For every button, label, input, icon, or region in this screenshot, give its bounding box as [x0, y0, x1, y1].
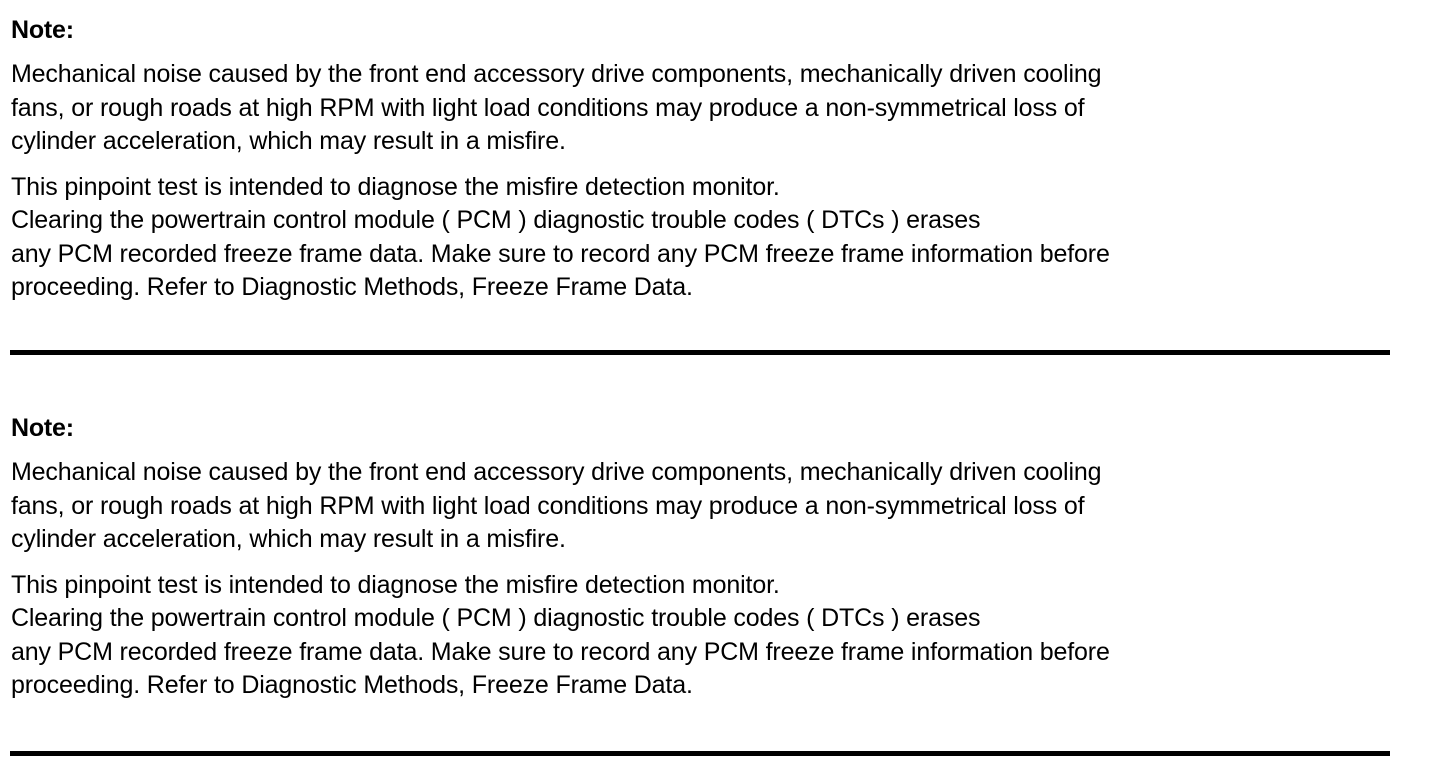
note-paragraph-pinpoint: [11, 171, 1411, 305]
paragraph-spacer: [11, 557, 1411, 569]
note-paragraph-noise: [11, 456, 1411, 557]
horizontal-divider: [10, 751, 1390, 756]
paragraph-line: This pinpoint test is intended to diagnose the misfire detection monitor.: [11, 570, 780, 599]
note-paragraph-pinpoint: [11, 569, 1411, 703]
paragraph-line: This pinpoint test is intended to diagnose the misfire detection monitor.: [11, 172, 780, 201]
paragraph-spacer: [11, 159, 1411, 171]
note-heading: Note:: [11, 414, 74, 442]
paragraph-line: fans, or rough roads at high RPM with light load conditions may produce a non-symmetrical loss of: [11, 491, 1085, 520]
paragraph-line: cylinder acceleration, which may result in a misfire.: [11, 127, 566, 155]
paragraph-line: Mechanical noise caused by the front end accessory drive components, mechanically driven cooling: [11, 458, 1102, 486]
note-section-1: [11, 14, 1411, 305]
paragraph-line: any PCM recorded freeze frame data. Make sure to record any PCM freeze frame information before: [11, 239, 1110, 268]
note-paragraph-noise: [11, 58, 1411, 159]
paragraph-line: Clearing the powertrain control module ( PCM ) diagnostic trouble codes ( DTCs ) erases: [11, 604, 981, 632]
paragraph-line: proceeding. Refer to Diagnostic Methods, Freeze Frame Data.: [11, 273, 693, 301]
paragraph-line: fans, or rough roads at high RPM with light load conditions may produce a non-symmetrical loss of: [11, 93, 1085, 122]
horizontal-divider: [10, 350, 1390, 355]
paragraph-line: cylinder acceleration, which may result in a misfire.: [11, 525, 566, 553]
paragraph-line: Mechanical noise caused by the front end accessory drive components, mechanically driven cooling: [11, 60, 1102, 88]
paragraph-line: Clearing the powertrain control module ( PCM ) diagnostic trouble codes ( DTCs ) erases: [11, 206, 981, 234]
paragraph-line: any PCM recorded freeze frame data. Make sure to record any PCM freeze frame information before: [11, 637, 1110, 666]
paragraph-line: proceeding. Refer to Diagnostic Methods, Freeze Frame Data.: [11, 671, 693, 699]
note-heading: Note:: [11, 16, 74, 44]
note-section-2: [11, 412, 1411, 703]
